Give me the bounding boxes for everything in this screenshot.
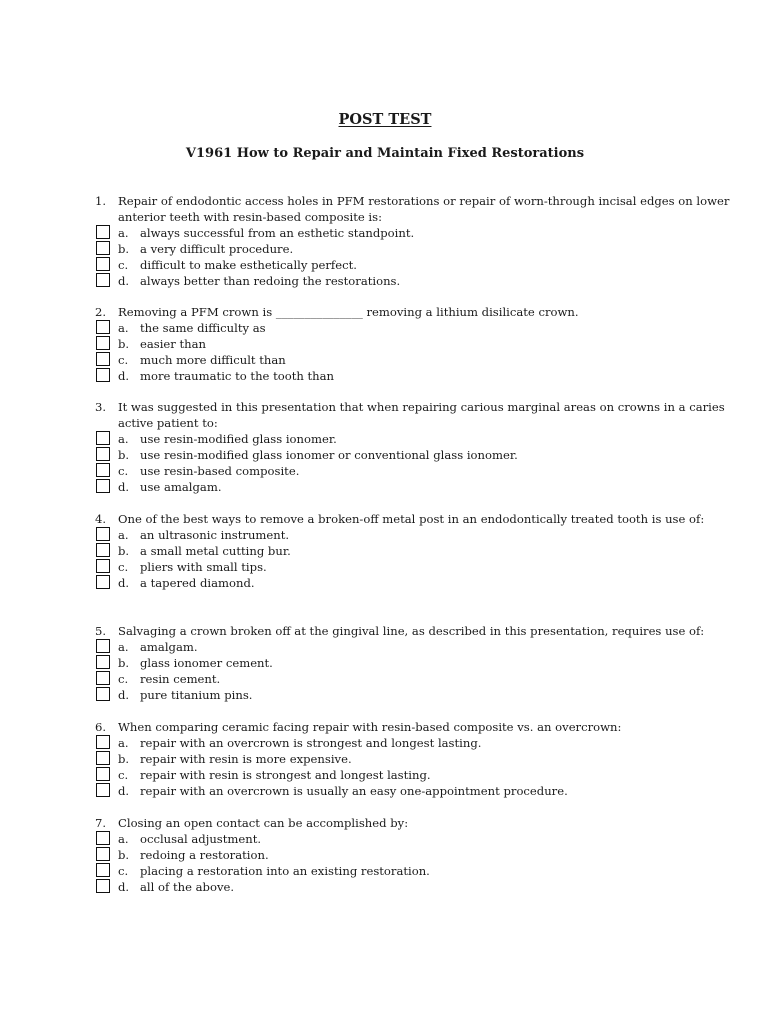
question-number: 1. — [95, 194, 107, 208]
option-text: always better than redoing the restorations. — [140, 274, 401, 288]
question-number: 4. — [95, 512, 107, 526]
answer-checkbox[interactable] — [96, 751, 110, 765]
question-line — [0, 304, 770, 320]
question-line — [0, 815, 770, 831]
option-text: glass ionomer cement. — [140, 656, 273, 670]
answer-option — [0, 735, 770, 751]
answer-option — [0, 368, 770, 384]
option-text: redoing a restoration. — [140, 848, 269, 862]
question-3 — [0, 399, 770, 495]
option-letter: a. — [118, 226, 129, 240]
option-text: a tapered diamond. — [140, 576, 255, 590]
answer-checkbox[interactable] — [96, 559, 110, 573]
option-letter: a. — [118, 528, 129, 542]
page-subtitle: V1961 How to Repair and Maintain Fixed Restorations — [185, 146, 585, 161]
question-6 — [0, 719, 770, 799]
question-2 — [0, 304, 770, 384]
answer-checkbox[interactable] — [96, 463, 110, 477]
option-letter: d. — [118, 274, 130, 288]
option-letter: c. — [118, 672, 129, 686]
question-line — [0, 719, 770, 735]
option-letter: c. — [118, 560, 129, 574]
answer-checkbox[interactable] — [96, 879, 110, 893]
option-text: always successful from an esthetic standpoint. — [140, 226, 415, 240]
question-number: 7. — [95, 816, 107, 830]
option-text: easier than — [140, 337, 207, 351]
question-number: 6. — [95, 720, 107, 734]
option-letter: a. — [118, 736, 129, 750]
question-line — [0, 193, 770, 209]
answer-checkbox[interactable] — [96, 783, 110, 797]
answer-checkbox[interactable] — [96, 447, 110, 461]
answer-option — [0, 847, 770, 863]
answer-checkbox[interactable] — [96, 273, 110, 287]
answer-option — [0, 241, 770, 257]
answer-option — [0, 559, 770, 575]
answer-checkbox[interactable] — [96, 320, 110, 334]
answer-checkbox[interactable] — [96, 671, 110, 685]
question-text: active patient to: — [118, 416, 218, 430]
option-text: repair with resin is more expensive. — [140, 752, 352, 766]
option-letter: d. — [118, 688, 130, 702]
question-text: Closing an open contact can be accomplished by: — [118, 816, 409, 830]
question-4 — [0, 511, 770, 591]
page-title: POST TEST — [338, 111, 432, 128]
answer-option — [0, 831, 770, 847]
question-line — [0, 399, 770, 415]
option-letter: c. — [118, 464, 129, 478]
option-letter: c. — [118, 353, 129, 367]
option-letter: b. — [118, 544, 130, 558]
answer-option — [0, 257, 770, 273]
answer-checkbox[interactable] — [96, 639, 110, 653]
option-text: repair with an overcrown is usually an easy one-appointment procedure. — [140, 784, 568, 798]
answer-option — [0, 879, 770, 895]
answer-checkbox[interactable] — [96, 225, 110, 239]
option-text: a small metal cutting bur. — [140, 544, 291, 558]
question-1 — [0, 193, 770, 289]
question-text: Salvaging a crown broken off at the gingival line, as described in this presentation, requires use of: — [118, 624, 705, 638]
option-text: the same difficulty as — [140, 321, 266, 335]
option-text: occlusal adjustment. — [140, 832, 262, 846]
answer-option — [0, 863, 770, 879]
option-letter: d. — [118, 576, 130, 590]
answer-checkbox[interactable] — [96, 352, 110, 366]
question-text: Removing a PFM crown is _______________ removing a lithium disilicate crown. — [118, 305, 579, 319]
option-text: placing a restoration into an existing restoration. — [140, 864, 430, 878]
answer-checkbox[interactable] — [96, 767, 110, 781]
option-text: a very difficult procedure. — [140, 242, 294, 256]
option-text: pure titanium pins. — [140, 688, 253, 702]
option-letter: d. — [118, 369, 130, 383]
option-text: repair with resin is strongest and longest lasting. — [140, 768, 431, 782]
question-7 — [0, 815, 770, 895]
answer-option — [0, 273, 770, 289]
option-letter: b. — [118, 242, 130, 256]
answer-option — [0, 336, 770, 352]
answer-option — [0, 320, 770, 336]
option-text: use resin-based composite. — [140, 464, 300, 478]
answer-option — [0, 352, 770, 368]
answer-checkbox[interactable] — [96, 257, 110, 271]
option-letter: d. — [118, 880, 130, 894]
answer-checkbox[interactable] — [96, 735, 110, 749]
answer-option — [0, 687, 770, 703]
answer-option — [0, 751, 770, 767]
answer-checkbox[interactable] — [96, 336, 110, 350]
option-text: an ultrasonic instrument. — [140, 528, 290, 542]
option-letter: a. — [118, 832, 129, 846]
question-line — [0, 209, 770, 225]
option-letter: b. — [118, 337, 130, 351]
answer-option — [0, 655, 770, 671]
question-text: One of the best ways to remove a broken-off metal post in an endodontically treated tooth is use of: — [118, 512, 705, 526]
question-text: anterior teeth with resin-based composite is: — [118, 210, 382, 224]
question-number: 5. — [95, 624, 107, 638]
option-text: much more difficult than — [140, 353, 286, 367]
answer-option — [0, 463, 770, 479]
option-letter: b. — [118, 752, 130, 766]
option-letter: a. — [118, 640, 129, 654]
option-text: pliers with small tips. — [140, 560, 267, 574]
option-letter: d. — [118, 480, 130, 494]
answer-option — [0, 225, 770, 241]
question-text: Repair of endodontic access holes in PFM restorations or repair of worn-through incisal edges on lower — [118, 194, 730, 208]
question-text: When comparing ceramic facing repair with resin-based composite vs. an overcrown: — [118, 720, 622, 734]
answer-checkbox[interactable] — [96, 831, 110, 845]
answer-option — [0, 527, 770, 543]
option-text: use resin-modified glass ionomer or conventional glass ionomer. — [140, 448, 518, 462]
answer-option — [0, 575, 770, 591]
option-letter: b. — [118, 448, 130, 462]
answer-checkbox[interactable] — [96, 655, 110, 669]
option-text: use amalgam. — [140, 480, 222, 494]
question-line — [0, 415, 770, 431]
answer-checkbox[interactable] — [96, 847, 110, 861]
option-letter: a. — [118, 321, 129, 335]
option-letter: c. — [118, 768, 129, 782]
option-text: all of the above. — [140, 880, 235, 894]
answer-checkbox[interactable] — [96, 575, 110, 589]
answer-option — [0, 783, 770, 799]
option-text: resin cement. — [140, 672, 221, 686]
option-letter: a. — [118, 432, 129, 446]
answer-checkbox[interactable] — [96, 241, 110, 255]
question-5 — [0, 623, 770, 703]
answer-option — [0, 431, 770, 447]
question-number: 2. — [95, 305, 107, 319]
answer-option — [0, 671, 770, 687]
answer-checkbox[interactable] — [96, 479, 110, 493]
answer-option — [0, 767, 770, 783]
answer-option — [0, 479, 770, 495]
option-text: amalgam. — [140, 640, 198, 654]
option-letter: d. — [118, 784, 130, 798]
option-text: use resin-modified glass ionomer. — [140, 432, 337, 446]
question-number: 3. — [95, 400, 107, 414]
option-text: repair with an overcrown is strongest and longest lasting. — [140, 736, 482, 750]
answer-checkbox[interactable] — [96, 543, 110, 557]
answer-checkbox[interactable] — [96, 863, 110, 877]
answer-checkbox[interactable] — [96, 687, 110, 701]
answer-option — [0, 543, 770, 559]
option-text: more traumatic to the tooth than — [140, 369, 335, 383]
option-letter: b. — [118, 848, 130, 862]
answer-option — [0, 639, 770, 655]
answer-checkbox[interactable] — [96, 368, 110, 382]
question-line — [0, 511, 770, 527]
question-text: It was suggested in this presentation that when repairing carious marginal areas on crowns in a caries — [118, 400, 725, 414]
answer-option — [0, 447, 770, 463]
option-letter: b. — [118, 656, 130, 670]
option-letter: c. — [118, 258, 129, 272]
answer-checkbox[interactable] — [96, 431, 110, 445]
question-line — [0, 623, 770, 639]
option-text: difficult to make esthetically perfect. — [140, 258, 357, 272]
answer-checkbox[interactable] — [96, 527, 110, 541]
option-letter: c. — [118, 864, 129, 878]
